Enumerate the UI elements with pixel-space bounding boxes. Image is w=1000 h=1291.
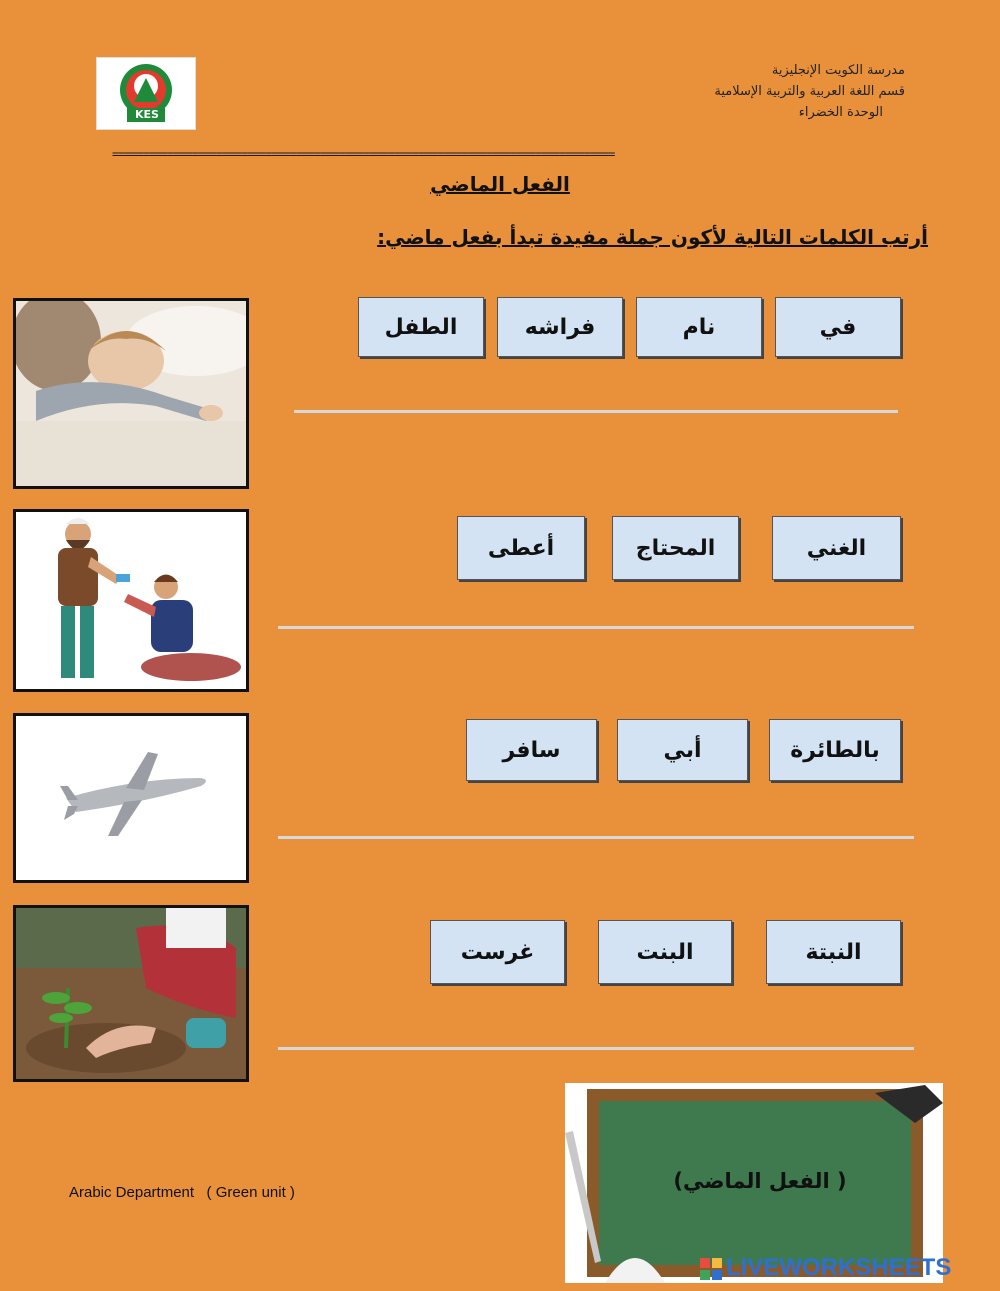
answer-line[interactable]	[278, 836, 914, 839]
word-card[interactable]: النبتة	[766, 920, 901, 984]
chalkboard	[565, 1083, 943, 1283]
word-card[interactable]: غرست	[430, 920, 565, 984]
school-logo	[96, 57, 196, 130]
word-card[interactable]: الطفل	[358, 297, 484, 357]
word-card[interactable]: نام	[636, 297, 762, 357]
airplane-picture	[13, 713, 249, 883]
unit-name: الوحدة الخضراء	[798, 105, 883, 120]
brand-name[interactable]: LIVEWORKSHEETS	[726, 1254, 952, 1281]
word-card[interactable]: فراشه	[497, 297, 623, 357]
word-card[interactable]: في	[775, 297, 901, 357]
answer-line[interactable]	[294, 410, 898, 413]
separator-line: ==================================================================================	[112, 147, 615, 161]
school-name: مدرسة الكويت الإنجليزية	[771, 63, 905, 78]
answer-line[interactable]	[278, 626, 914, 629]
brand-logo-icon	[700, 1258, 722, 1280]
answer-line[interactable]	[278, 1047, 914, 1050]
board-text: ( الفعل الماضي)	[673, 1169, 847, 1193]
department-name: قسم اللغة العربية والتربية الإسلامية	[714, 84, 905, 99]
instruction-text: أرتب الكلمات التالية لأكون جملة مفيدة تبدأ بفعل ماضي:	[377, 225, 928, 249]
page-title: الفعل الماضي	[430, 172, 570, 196]
footer-text: Arabic Department ( Green unit )	[69, 1184, 295, 1201]
logo-text: KES	[135, 108, 159, 121]
giving-charity-picture	[13, 509, 249, 692]
word-card[interactable]: المحتاج	[612, 516, 739, 580]
word-card[interactable]: أبي	[617, 719, 748, 781]
sleeping-child-picture	[13, 298, 249, 489]
word-card[interactable]: أعطى	[457, 516, 585, 580]
school-header	[585, 60, 905, 123]
word-card[interactable]: سافر	[466, 719, 597, 781]
word-card[interactable]: الغني	[772, 516, 901, 580]
word-card[interactable]: البنت	[598, 920, 732, 984]
planting-picture	[13, 905, 249, 1082]
word-card[interactable]: بالطائرة	[769, 719, 901, 781]
